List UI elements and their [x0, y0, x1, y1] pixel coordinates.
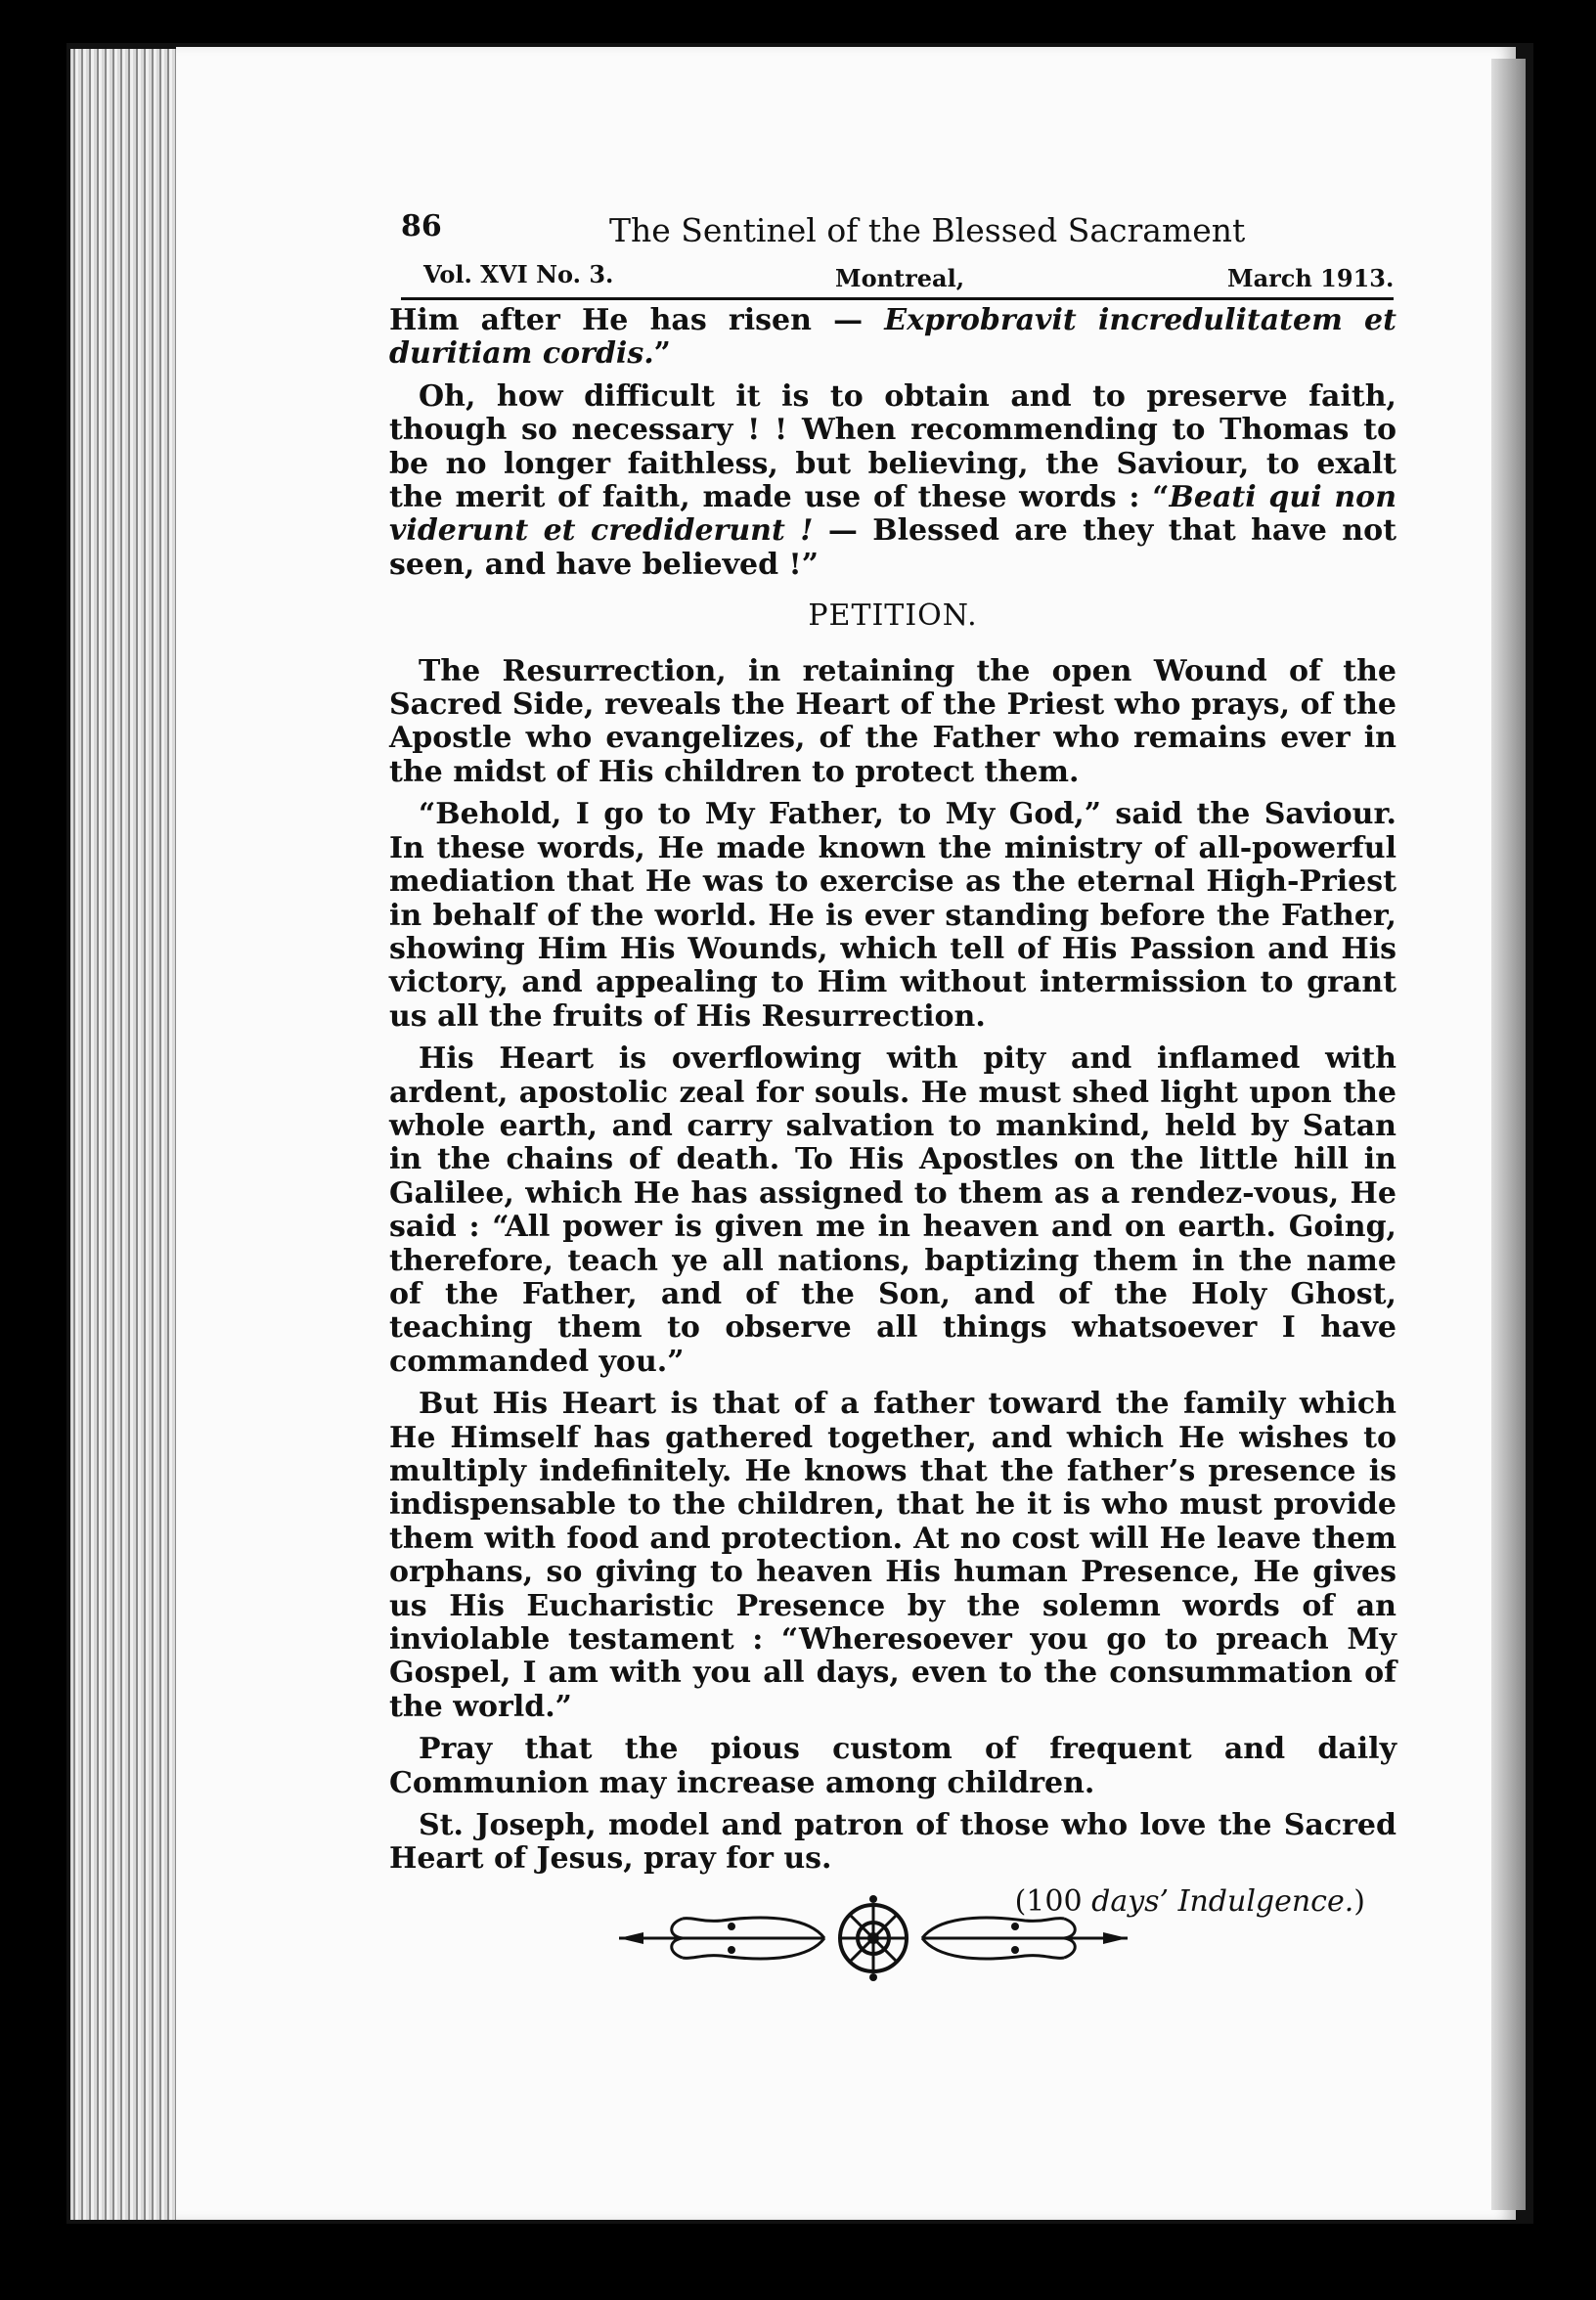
- paragraph: The Resurrection, in retaining the open Wound of the Sacred Side, reveals the Heart of the Priest who prays, of the Apostle who evangelizes, of the Father who remains ever in the midst of His children to protect them.: [389, 653, 1396, 789]
- latin-quote: Beati qui non viderunt et crediderunt !: [389, 480, 1397, 549]
- indulgence-open: (100: [1014, 1883, 1092, 1919]
- latin-quote: Exprobravit incredulitatem et duritiam cordis.: [389, 303, 1397, 372]
- page-content: [389, 209, 1396, 1919]
- header-rule: [401, 297, 1394, 300]
- paragraph: His Heart is overflowing with pity and inflamed with ardent, apostolic zeal for souls. He must shed light upon the whole earth, and carry salvation to mankind, held by Satan in the chains of death. To His Apostles on the little hill in Galilee, which He has assigned to them as a rendez-vous, He said : “All power is given me in heaven and on earth. Going, therefore, teach ye all nations, baptizing them in the name of the Father, and of the Son, and of the Holy Ghost, teaching them to observe all things whatsoever I have commanded you.”: [389, 1041, 1396, 1379]
- paragraph: [389, 380, 1396, 582]
- paragraph: But His Heart is that of a father toward the family which He Himself has gathered together, and which He wishes to multiply indefinitely. He knows that the father’s presence is indispensable to the children, that he it is who must provide them with food and protection. At no cost will He leave them orphans, so giving to heaven His human Presence, He gives us His Eucharistic Presence by the solemn words of an inviolable testament : “Wheresoever you go to preach My Gospel, I am with you all days, even to the consummation of the world.”: [389, 1387, 1396, 1724]
- paragraph-end: ”: [653, 336, 671, 372]
- indulgence-italic: days’ Indulgence.: [1091, 1883, 1354, 1919]
- article-body: [389, 304, 1396, 1919]
- publication-city: Montreal,: [835, 264, 965, 292]
- page-edges: [70, 49, 188, 2220]
- paragraph-text: Oh, how difficult it is to obtain and to preserve faith, though so necessary ! ! When recommending to Thomas to be no longer faithless, but believing, the Saviour, to exalt the merit of faith, made use of these words : “: [389, 378, 1396, 515]
- paragraph: St. Joseph, model and patron of those who love the Sacred Heart of Jesus, pray for us.: [389, 1808, 1396, 1877]
- indulgence-close: ): [1353, 1883, 1365, 1919]
- volume-number: Vol. XVI No. 3.: [423, 260, 614, 288]
- page-number: 86: [401, 209, 442, 243]
- section-heading: PETITION.: [808, 598, 978, 634]
- paragraph: [389, 304, 1396, 372]
- issue-date: March 1913.: [1227, 264, 1395, 292]
- paragraph: Pray that the pious custom of frequent and daily Communion may increase among children.: [389, 1732, 1396, 1800]
- page-gutter: [1491, 59, 1526, 2210]
- ornament-divider-icon: [614, 1889, 1132, 1987]
- running-header: [389, 209, 1396, 258]
- issue-line: [389, 258, 1396, 297]
- paragraph-text: Him after He has risen —: [389, 303, 885, 337]
- running-title: The Sentinel of the Blessed Sacrament: [609, 211, 1246, 249]
- paragraph: “Behold, I go to My Father, to My God,” said the Saviour. In these words, He made known the ministry of all-powerful mediation that He was to exercise as the eternal High-Priest in behalf of the world. He is ever standing before the Father, showing Him His Wounds, which tell of His Passion and His victory, and appealing to Him without intermission to grant us all the fruits of His Resurrection.: [389, 797, 1396, 1034]
- paragraph-text: — Blessed are they that have not seen, and have believed !”: [389, 513, 1396, 582]
